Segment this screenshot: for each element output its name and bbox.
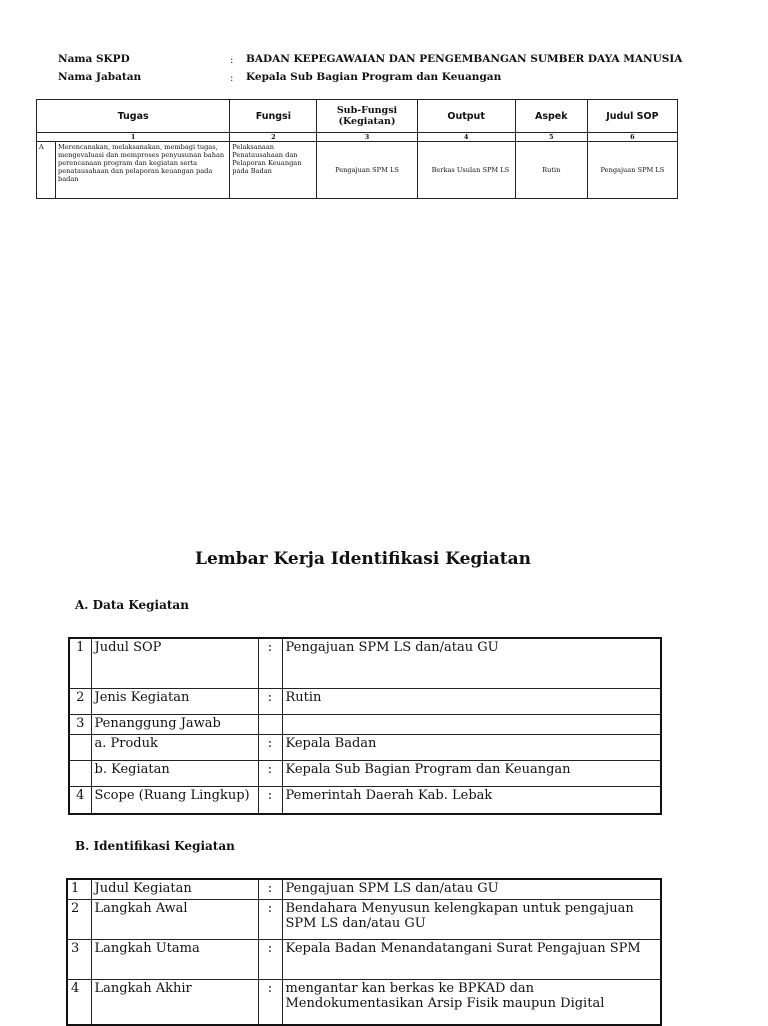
header-output: Output (417, 100, 515, 133)
row-label: Judul SOP (91, 638, 258, 688)
table-row (67, 939, 661, 979)
table-row (69, 714, 661, 734)
row-number: 1 (69, 638, 91, 688)
col-number: 2 (230, 133, 317, 142)
header-tugas: Tugas (37, 100, 230, 133)
row-colon: : (258, 786, 282, 814)
section-b-title: B. Identifikasi Kegiatan (75, 839, 235, 853)
sop-identification-table (36, 99, 678, 199)
col-number: 3 (317, 133, 417, 142)
skpd-label: Nama SKPD (58, 53, 130, 65)
row-label: Langkah Akhir (91, 979, 258, 1025)
row-colon: : (258, 939, 282, 979)
row-number: 3 (67, 939, 91, 979)
col-number: 4 (417, 133, 515, 142)
header-fungsi: Fungsi (230, 100, 317, 133)
table-row (67, 979, 661, 1025)
table-row (69, 786, 661, 814)
col-number: 1 (37, 133, 230, 142)
row-colon: : (258, 688, 282, 714)
table-row (67, 879, 661, 899)
row-value: Bendahara Menyusun kelengkapan untuk pengajuan SPM LS dan/atau GU (282, 899, 661, 939)
table-row (69, 760, 661, 786)
section-a-title: A. Data Kegiatan (75, 598, 189, 612)
jabatan-colon: : (230, 73, 234, 84)
row-colon: : (258, 638, 282, 688)
jabatan-value: Kepala Sub Bagian Program dan Keuangan (246, 71, 502, 83)
row-number: 4 (69, 786, 91, 814)
skpd-colon: : (230, 55, 234, 66)
row-value: Pengajuan SPM LS dan/atau GU (282, 638, 661, 688)
row-label: Judul Kegiatan (91, 879, 258, 899)
row-value: Kepala Badan (282, 734, 661, 760)
row-label: Langkah Utama (91, 939, 258, 979)
header-aspek: Aspek (515, 100, 587, 133)
header-sub-fungsi: Sub-Fungsi (Kegiatan) (317, 100, 417, 133)
cell-fungsi: Pelaksanaan Penatausahaan dan Pelaporan Keuangan pada Badan (230, 142, 317, 199)
row-number: 2 (69, 688, 91, 714)
table-row (69, 638, 661, 688)
row-colon: : (258, 899, 282, 939)
cell-output: Berkas Usulan SPM LS (417, 142, 515, 199)
header-judul-sop: Judul SOP (587, 100, 677, 133)
row-number: 4 (67, 979, 91, 1025)
row-colon: : (258, 979, 282, 1025)
table-row (69, 688, 661, 714)
row-colon (258, 714, 282, 734)
data-kegiatan-table (68, 637, 662, 815)
jabatan-label: Nama Jabatan (58, 71, 142, 83)
row-value: Pemerintah Daerah Kab. Lebak (282, 786, 661, 814)
row-letter: A (37, 142, 56, 199)
cell-aspek: Rutin (515, 142, 587, 199)
row-number (69, 734, 91, 760)
row-value: Kepala Sub Bagian Program dan Keuangan (282, 760, 661, 786)
col-number: 5 (515, 133, 587, 142)
row-colon: : (258, 734, 282, 760)
worksheet-title: Lembar Kerja Identifikasi Kegiatan (194, 549, 532, 569)
row-number (69, 760, 91, 786)
row-colon: : (258, 760, 282, 786)
skpd-value: BADAN KEPEGAWAIAN DAN PENGEMBANGAN SUMBER DAYA MANUSIA (246, 53, 683, 65)
row-label: Langkah Awal (91, 899, 258, 939)
table-row (37, 142, 678, 199)
row-value (282, 714, 661, 734)
row-label: Jenis Kegiatan (91, 688, 258, 714)
table-row (67, 899, 661, 939)
row-value: Kepala Badan Menandatangani Surat Pengajuan SPM (282, 939, 661, 979)
cell-tugas: Merencanakan, melaksanakan, membagi tugas, mengevaluasi dan memproses penyusunan bahan perencanaan program dan kegiatan serta penatausahaan dan pelaporan keuangan pada badan (56, 142, 230, 199)
cell-judul-sop: Pengajuan SPM LS (587, 142, 677, 199)
row-value: mengantar kan berkas ke BPKAD dan Mendokumentasikan Arsip Fisik maupun Digital (282, 979, 661, 1025)
row-colon: : (258, 879, 282, 899)
row-value: Pengajuan SPM LS dan/atau GU (282, 879, 661, 899)
row-value: Rutin (282, 688, 661, 714)
table-row (69, 734, 661, 760)
row-number: 3 (69, 714, 91, 734)
row-label: Scope (Ruang Lingkup) (91, 786, 258, 814)
identifikasi-kegiatan-table (66, 878, 662, 1026)
row-label: a. Produk (91, 734, 258, 760)
cell-sub-fungsi: Pengajuan SPM LS (317, 142, 417, 199)
row-label: Penanggung Jawab (91, 714, 258, 734)
row-label: b. Kegiatan (91, 760, 258, 786)
row-number: 2 (67, 899, 91, 939)
row-number: 1 (67, 879, 91, 899)
col-number: 6 (587, 133, 677, 142)
